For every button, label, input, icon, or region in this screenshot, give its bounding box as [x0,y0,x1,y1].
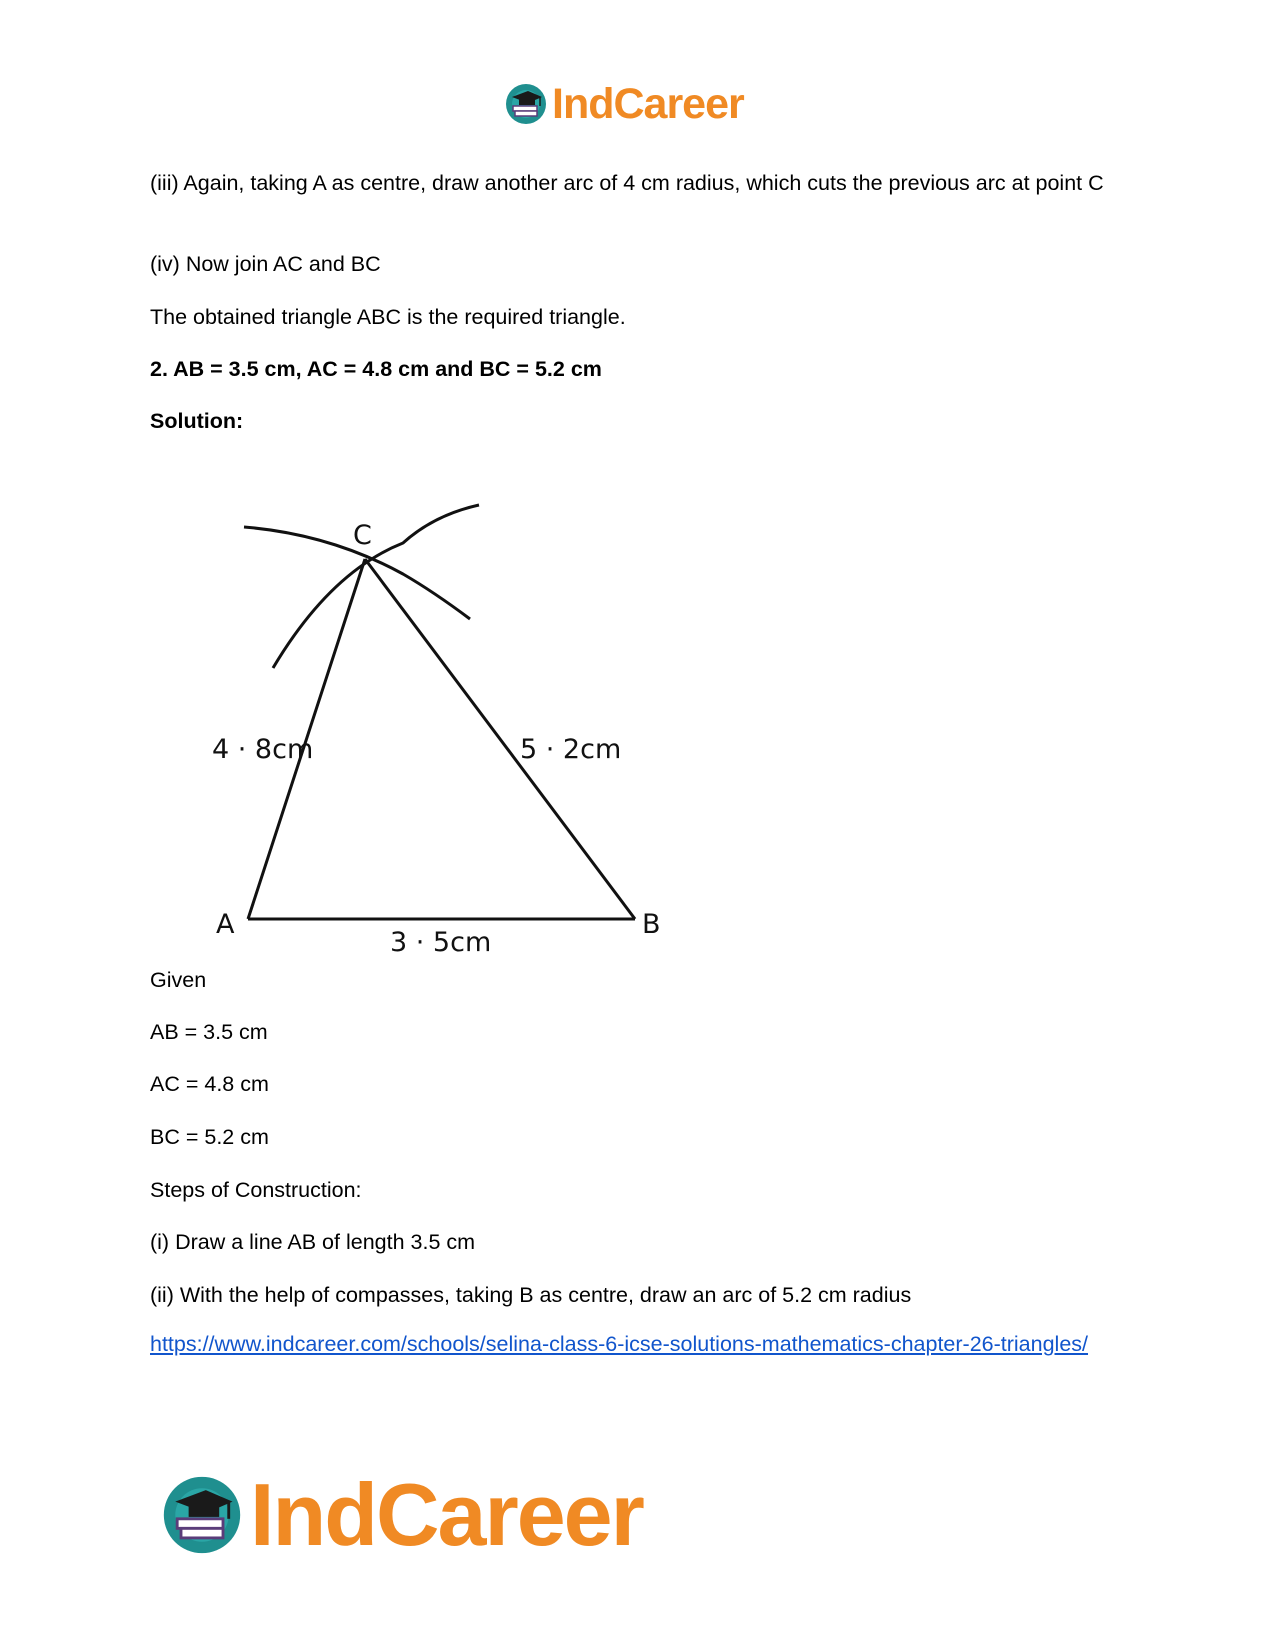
question-heading: 2. AB = 3.5 cm, AC = 4.8 cm and BC = 5.2 cm [150,357,602,381]
steps-heading: Steps of Construction: [150,1178,362,1202]
graduation-cap-books-icon [160,1473,244,1557]
source-url-link[interactable]: https://www.indcareer.com/schools/selina-class-6-icse-solutions-mathematics-chapter-26-triangles/ [150,1332,1089,1356]
logo-text: IndCareer [552,79,744,128]
vertex-a-label: A [216,909,235,940]
footer-logo [160,1465,643,1564]
arc-from-b [273,505,479,668]
header-logo [504,80,744,128]
step-iv-text: (iv) Now join AC and BC [150,252,381,276]
given-bc: BC = 5.2 cm [150,1125,269,1149]
vertex-b-label: B [642,909,661,940]
step-iii-text: (iii) Again, taking A as centre, draw another arc of 4 cm radius, which cuts the previous arc at point C [150,171,1104,195]
step-i-text: (i) Draw a line AB of length 3.5 cm [150,1230,476,1254]
side-bc-length-label: 5 · 2cm [520,734,622,765]
triangle-construction-figure [190,478,670,958]
side-ab-length-label: 3 · 5cm [390,927,492,958]
given-ab: AB = 3.5 cm [150,1020,268,1044]
given-ac: AC = 4.8 cm [150,1072,269,1096]
side-ac-length-label: 4 · 8cm [212,734,314,765]
step-ii-text: (ii) With the help of compasses, taking B as centre, draw an arc of 5.2 cm radius [150,1283,912,1307]
conclusion-text: The obtained triangle ABC is the required triangle. [150,305,626,329]
logo-text: IndCareer [250,1465,643,1564]
given-label: Given [150,968,207,992]
solution-label: Solution: [150,409,244,433]
graduation-cap-books-icon [504,82,548,126]
vertex-c-label: C [353,520,372,551]
